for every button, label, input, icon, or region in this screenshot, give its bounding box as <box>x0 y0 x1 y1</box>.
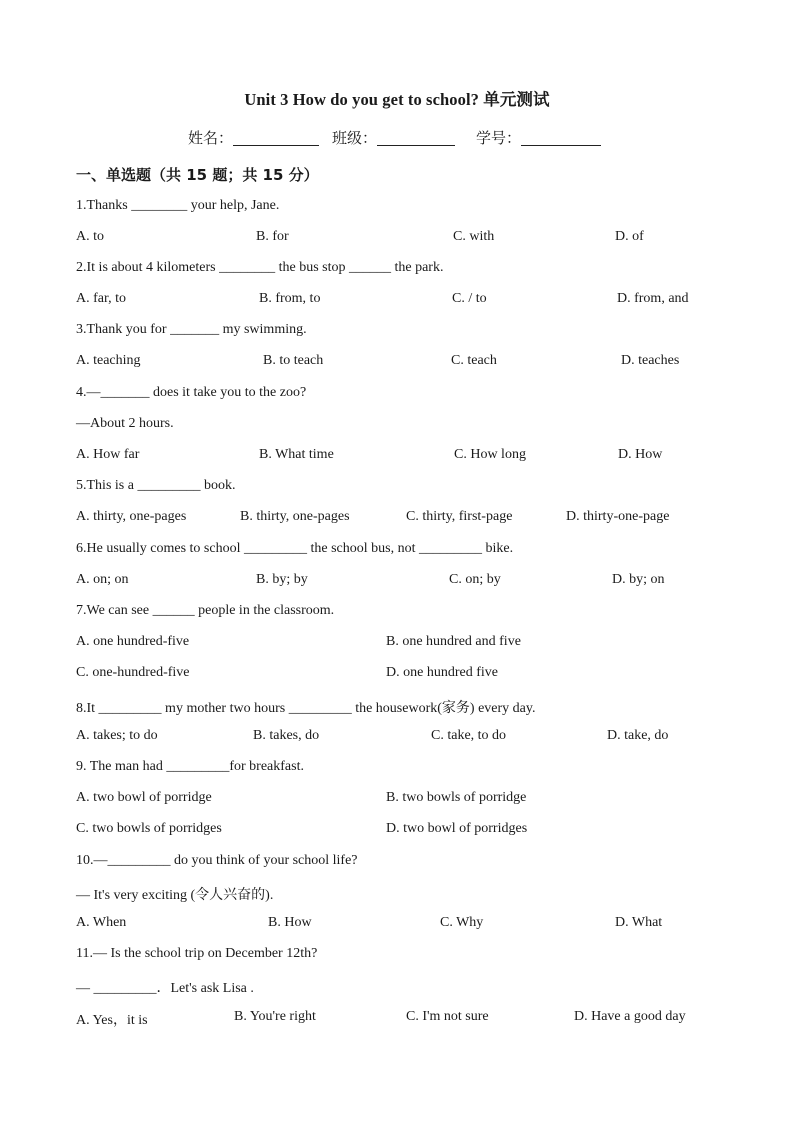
question-8-option-d[interactable]: D. take, do <box>607 728 669 743</box>
question-2-option-d[interactable]: D. from, and <box>617 291 689 306</box>
question-8-option-c[interactable]: C. take, to do <box>431 728 507 743</box>
question-7-option-b[interactable]: B. one hundred and five <box>386 634 521 649</box>
question-6-option-c[interactable]: C. on; by <box>449 572 501 587</box>
question-11-option-d[interactable]: D. Have a good day <box>574 1009 686 1024</box>
question-10-stem: 10.—_________ do you think of your school life? <box>76 853 358 868</box>
question-4-option-d[interactable]: D. How <box>618 447 663 462</box>
question-10-option-b[interactable]: B. How <box>268 915 312 930</box>
question-5-option-d[interactable]: D. thirty-one-page <box>566 509 670 524</box>
question-3-option-a[interactable]: A. teaching <box>76 353 141 368</box>
question-10-option-c[interactable]: C. Why <box>440 915 484 930</box>
question-11-reply: — _________．Let's ask Lisa . <box>76 981 254 996</box>
question-7-stem: 7.We can see ______ people in the classroom. <box>76 603 335 618</box>
question-6-option-d[interactable]: D. by; on <box>612 572 665 587</box>
student-info-row <box>0 127 794 149</box>
class-blank[interactable] <box>377 129 455 146</box>
student-number-label: 学号： <box>476 129 522 147</box>
question-1-stem: 1.Thanks ________ your help, Jane. <box>76 198 280 213</box>
question-1-option-c[interactable]: C. with <box>453 229 495 244</box>
question-9-stem: 9. The man had _________for breakfast. <box>76 759 304 774</box>
question-8-stem: 8.It _________ my mother two hours _________ the housework(家务) every day. <box>76 701 536 716</box>
question-2-option-b[interactable]: B. from, to <box>259 291 321 306</box>
question-4-stem: 4.—_______ does it take you to the zoo? <box>76 385 307 400</box>
class-label: 班级： <box>332 129 378 147</box>
question-9-option-d[interactable]: D. two bowl of porridges <box>386 821 528 836</box>
question-9-option-a[interactable]: A. two bowl of porridge <box>76 790 212 805</box>
question-4-reply: —About 2 hours. <box>76 416 174 431</box>
section-heading: 一、单选题（共 15 题；共 15 分） <box>76 166 319 184</box>
question-6-option-b[interactable]: B. by; by <box>256 572 308 587</box>
question-9-option-b[interactable]: B. two bowls of porridge <box>386 790 527 805</box>
question-7-option-c[interactable]: C. one-hundred-five <box>76 665 190 680</box>
name-label: 姓名： <box>188 129 234 147</box>
question-3-option-b[interactable]: B. to teach <box>263 353 324 368</box>
question-11-stem: 11.— Is the school trip on December 12th? <box>76 946 318 961</box>
question-8-option-b[interactable]: B. takes, do <box>253 728 320 743</box>
question-6-stem: 6.He usually comes to school _________ the school bus, not _________ bike. <box>76 541 514 556</box>
question-11-option-a[interactable]: A. Yes，it is <box>76 1013 148 1028</box>
question-2-stem: 2.It is about 4 kilometers ________ the bus stop ______ the park. <box>76 260 444 275</box>
name-blank[interactable] <box>233 129 319 146</box>
question-3-option-d[interactable]: D. teaches <box>621 353 680 368</box>
name-field <box>188 127 319 148</box>
question-4-option-a[interactable]: A. How far <box>76 447 140 462</box>
question-3-stem: 3.Thank you for _______ my swimming. <box>76 322 307 337</box>
question-10-option-a[interactable]: A. When <box>76 915 127 930</box>
question-4-option-b[interactable]: B. What time <box>259 447 334 462</box>
question-4-option-c[interactable]: C. How long <box>454 447 526 462</box>
question-2-option-a[interactable]: A. far, to <box>76 291 126 306</box>
question-10-reply: — It's very exciting (令人兴奋的). <box>76 888 274 903</box>
question-1-option-d[interactable]: D. of <box>615 229 644 244</box>
question-5-stem: 5.This is a _________ book. <box>76 478 236 493</box>
question-11-option-c[interactable]: C. I'm not sure <box>406 1009 489 1024</box>
question-6-option-a[interactable]: A. on; on <box>76 572 129 587</box>
question-2-option-c[interactable]: C. / to <box>452 291 487 306</box>
question-11-option-b[interactable]: B. You're right <box>234 1009 316 1024</box>
question-7-option-a[interactable]: A. one hundred-five <box>76 634 190 649</box>
question-9-option-c[interactable]: C. two bowls of porridges <box>76 821 222 836</box>
question-3-option-c[interactable]: C. teach <box>451 353 497 368</box>
question-10-option-d[interactable]: D. What <box>615 915 663 930</box>
student-number-blank[interactable] <box>521 129 601 146</box>
student-number-field <box>476 127 601 148</box>
class-field <box>332 127 455 148</box>
question-7-option-d[interactable]: D. one hundred five <box>386 665 498 680</box>
page-title: Unit 3 How do you get to school? 单元测试 <box>244 90 550 109</box>
question-1-option-b[interactable]: B. for <box>256 229 289 244</box>
question-5-option-b[interactable]: B. thirty, one-pages <box>240 509 350 524</box>
question-5-option-c[interactable]: C. thirty, first-page <box>406 509 513 524</box>
question-8-option-a[interactable]: A. takes; to do <box>76 728 158 743</box>
question-5-option-a[interactable]: A. thirty, one-pages <box>76 509 187 524</box>
question-1-option-a[interactable]: A. to <box>76 229 104 244</box>
